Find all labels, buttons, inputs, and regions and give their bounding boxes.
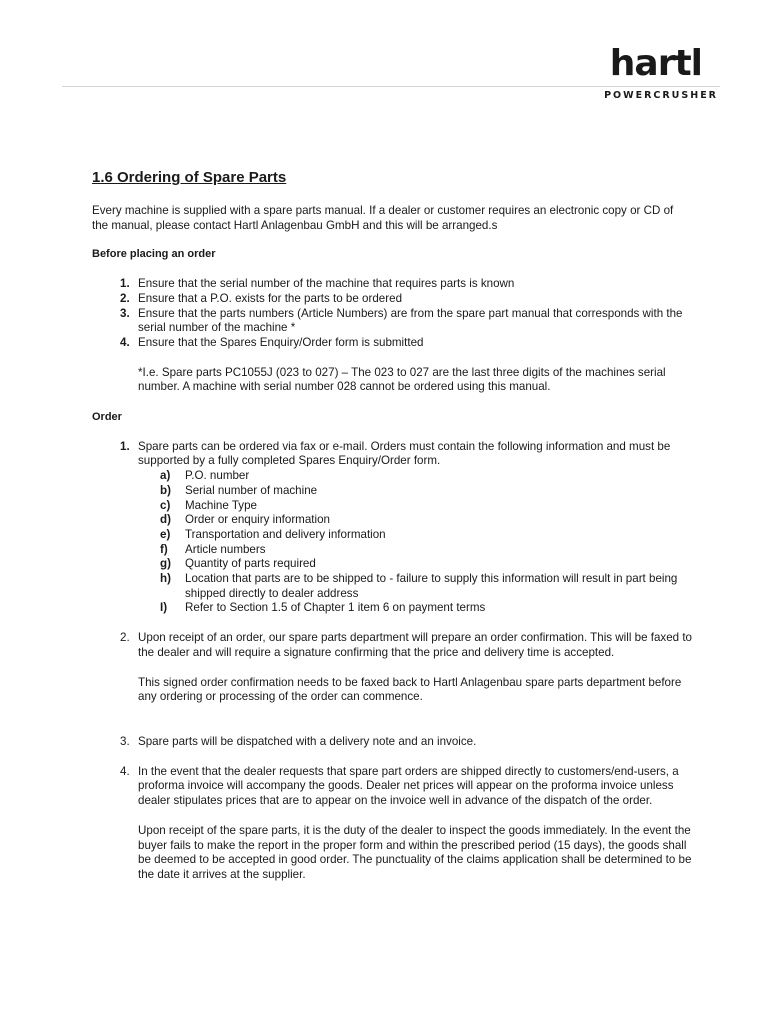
sub-text: Transportation and delivery information [185, 527, 386, 541]
sub-list-item [138, 469, 692, 484]
item-text: Spare parts will be dispatched with a delivery note and an invoice. [138, 734, 477, 748]
serial-note: *I.e. Spare parts PC1055J (023 to 027) – The 023 to 027 are the last three digits of the machines serial number. A machine with serial number 028 cannot be ordered using this manual. [138, 365, 666, 394]
sub-label: e) [160, 527, 171, 541]
sub-list-item [138, 484, 692, 499]
list-item [92, 292, 692, 307]
sub-label: a) [160, 469, 171, 483]
sub-label: I) [160, 601, 168, 615]
required-info-list [138, 469, 692, 616]
item-number: 1. [120, 439, 130, 453]
document-body [92, 169, 692, 898]
hartl-logo: hartl [609, 43, 702, 84]
list-item [92, 735, 692, 750]
sub-label: h) [160, 572, 171, 586]
item-text-continued: Upon receipt of the spare parts, it is the duty of the dealer to inspect the goods immediately. In the event the buyer fails to make the report in the proper form and within the prescribed period (15 days), the goods shall be deemed to be accepted in good order. The punctuality of the claims application shall be determined to be the date it arrives at the supplier. [138, 823, 692, 881]
order-list [92, 440, 692, 883]
logo-tagline: POWERCRUSHER [604, 90, 718, 101]
item-number: 1. [120, 277, 130, 291]
sub-list-item [138, 557, 692, 572]
item-number: 4. [120, 764, 130, 778]
item-text: Ensure that a P.O. exists for the parts to be ordered [138, 291, 403, 305]
list-item [92, 277, 692, 292]
sub-label: f) [160, 542, 168, 556]
sub-list-item [138, 601, 692, 616]
sub-list-item [138, 572, 692, 601]
item-number: 3. [120, 734, 130, 748]
item-number: 3. [120, 306, 130, 320]
sub-text: Refer to Section 1.5 of Chapter 1 item 6 on payment terms [185, 601, 486, 615]
sub-list-item [138, 513, 692, 528]
sub-list-item [138, 499, 692, 514]
sub-label: c) [160, 498, 171, 512]
header-divider [62, 86, 720, 87]
sub-text: Order or enquiry information [185, 513, 330, 527]
sub-text: Quantity of parts required [185, 557, 316, 571]
sub-text: Location that parts are to be shipped to - failure to supply this information will result in part being shipped directly to dealer address [185, 572, 678, 600]
sub-text: Serial number of machine [185, 483, 318, 497]
list-item [92, 307, 692, 336]
sub-label: g) [160, 557, 171, 571]
sub-text: Machine Type [185, 498, 257, 512]
item-text: Ensure that the Spares Enquiry/Order form is submitted [138, 335, 424, 349]
sub-text: Article numbers [185, 542, 266, 556]
section-title: 1.6 Ordering of Spare Parts [92, 169, 287, 186]
before-heading: Before placing an order [92, 248, 216, 261]
item-text-continued: This signed order confirmation needs to be faxed back to Hartl Anlagenbau spare parts department before any ordering or processing of the order can commence. [138, 675, 682, 704]
list-item [92, 336, 692, 351]
before-list [92, 277, 692, 351]
list-item [92, 765, 692, 883]
sub-list-item [138, 543, 692, 558]
sub-text: P.O. number [185, 469, 250, 483]
item-number: 2. [120, 631, 130, 645]
item-text: Upon receipt of an order, our spare parts department will prepare an order confirmation. This will be faxed to the dealer and will require a signature confirming that the price and delivery time is accepted. [138, 631, 692, 659]
item-text: Ensure that the parts numbers (Article Numbers) are from the spare part manual that corresponds with the serial number of the machine * [138, 306, 683, 335]
item-text: Spare parts can be ordered via fax or e-mail. Orders must contain the following information and must be supported by a fully completed Spares Enquiry/Order form. [138, 439, 671, 468]
intro-paragraph: Every machine is supplied with a spare parts manual. If a dealer or customer requires an electronic copy or CD of the manual, please contact Hartl Anlagenbau GmbH and this will be arranged.s [92, 204, 674, 232]
item-number: 4. [120, 335, 130, 349]
list-item [92, 440, 692, 616]
sub-list-item [138, 528, 692, 543]
sub-label: d) [160, 513, 171, 527]
list-item [92, 631, 692, 705]
item-text: In the event that the dealer requests that spare part orders are shipped directly to customers/end-users, a proforma invoice will accompany the goods. Dealer net prices will appear on the proforma invoice unless dealer stipulates prices that are to appear on the invoice well in advance of the dispatch of the order. [138, 764, 679, 808]
item-number: 2. [120, 291, 130, 305]
item-text: Ensure that the serial number of the machine that requires parts is known [138, 277, 515, 291]
sub-label: b) [160, 483, 171, 497]
order-heading: Order [92, 411, 122, 424]
